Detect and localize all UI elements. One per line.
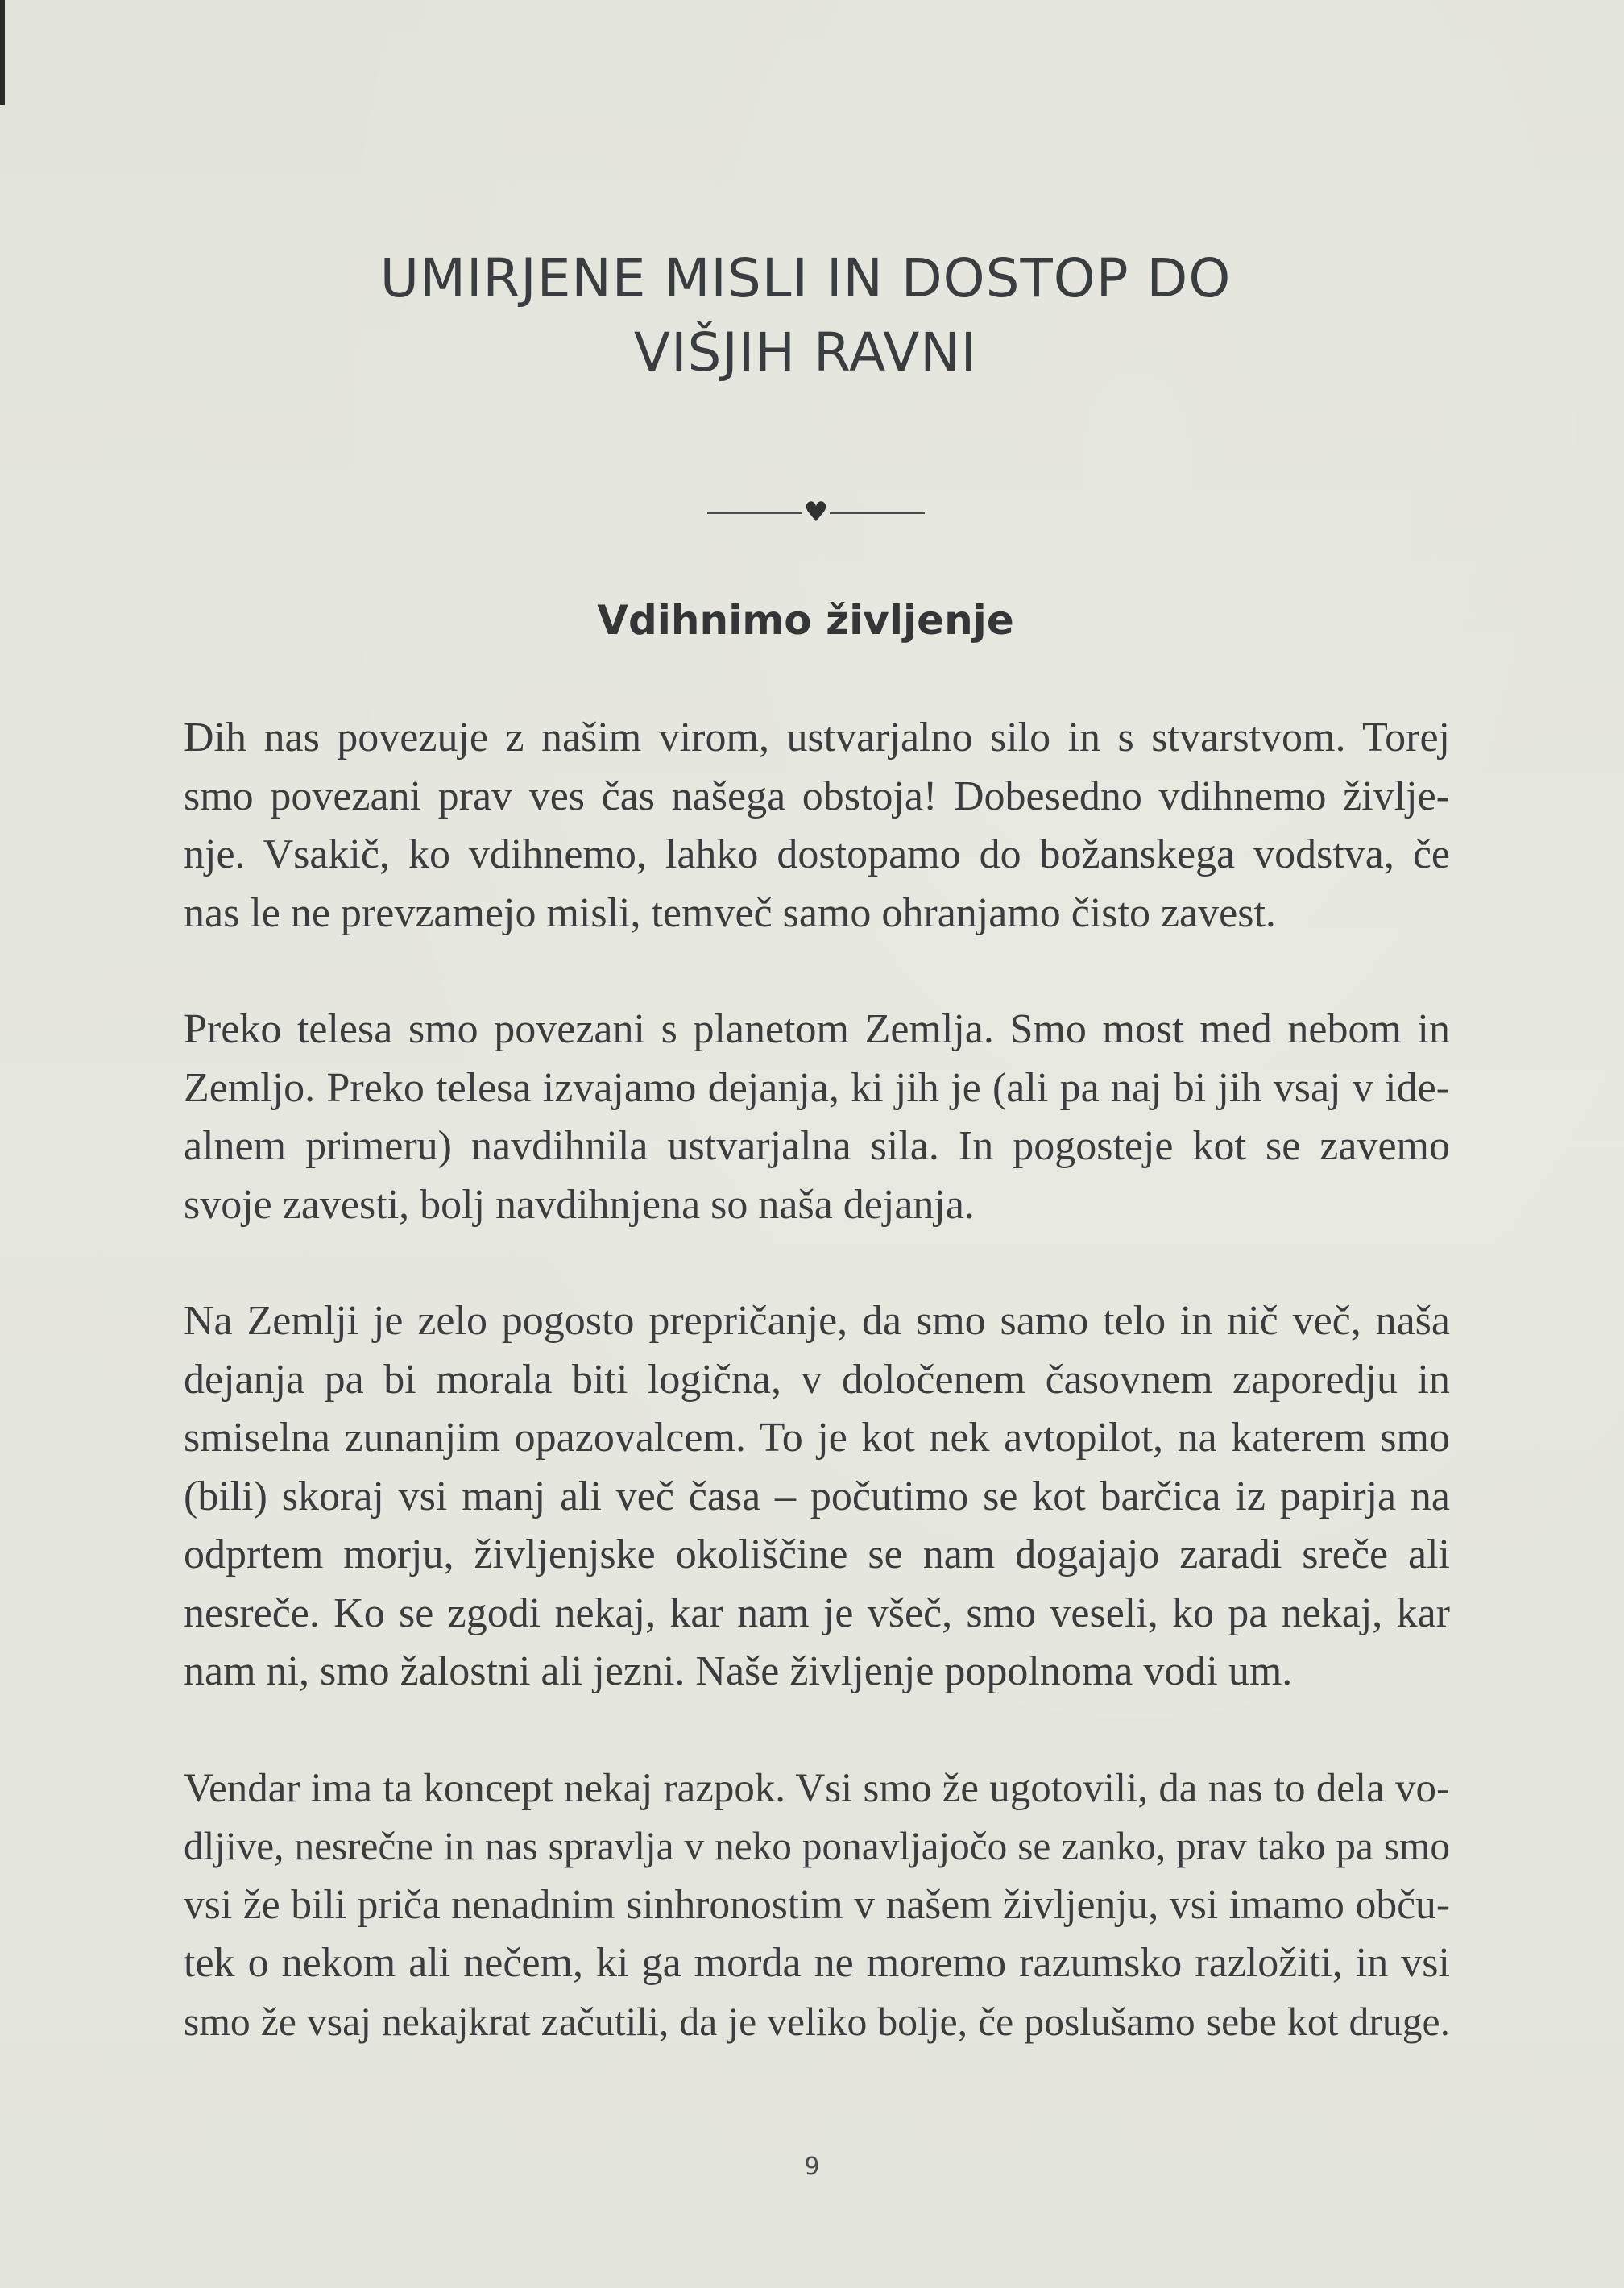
ornament-left-rule bbox=[707, 512, 802, 514]
chapter-title-line-2: VIŠJIH RAVNI bbox=[633, 321, 978, 383]
page-edge-shadow bbox=[0, 0, 5, 105]
text-line: Na Zemlji je zelo pogosto prepričanje, da smo samo telo in nič več, naša bbox=[184, 1298, 1450, 1344]
text-line: dljive, nesrečne in nas spravlja v neko ponavljajočo se zanko, prav tako pa smo bbox=[184, 1824, 1450, 1868]
paragraph-4 bbox=[184, 1760, 1450, 2052]
text-line: Dih nas povezuje z našim virom, ustvarjalno silo in s stvarstvom. Torej bbox=[184, 715, 1450, 761]
ornament-right-rule bbox=[830, 512, 925, 514]
text-line: nam ni, smo žalostni ali jezni. Naše življenje popolnoma vodi um. bbox=[184, 1648, 1293, 1694]
text-line: nas le ne prevzamejo misli, temveč samo ohranjamo čisto zavest. bbox=[184, 889, 1276, 936]
text-line: odprtem morju, življenjske okoliščine se nam dogajajo zaradi sreče ali bbox=[184, 1532, 1450, 1577]
text-line: smo povezani prav ves čas našega obstoja! Dobesedno vdihnemo življe- bbox=[184, 773, 1450, 819]
text-line: nesreče. Ko se zgodi nekaj, kar nam je všeč, smo veseli, ko pa nekaj, kar bbox=[184, 1590, 1450, 1636]
paragraph-2 bbox=[184, 1001, 1450, 1234]
paragraph-3 bbox=[184, 1292, 1450, 1701]
text-line: Vendar ima ta koncept nekaj razpok. Vsi smo že ugotovili, da nas to dela vo- bbox=[184, 1765, 1450, 1811]
text-line: Zemljo. Preko telesa izvajamo dejanja, ki jih je (ali pa naj bi jih vsaj v ide- bbox=[184, 1064, 1450, 1111]
heart-icon: ♥ bbox=[803, 496, 829, 528]
body-text bbox=[184, 709, 1450, 2109]
paragraph-1 bbox=[184, 709, 1450, 943]
page-number: 9 bbox=[804, 2153, 820, 2181]
text-line: vsi že bili priča nenadnim sinhronostim v našem življenju, vsi imamo obču- bbox=[184, 1881, 1450, 1928]
text-line: smiselna zunanjim opazovalcem. To je kot nek avtopilot, na katerem smo bbox=[184, 1415, 1450, 1461]
text-line: nje. Vsakič, ko vdihnemo, lahko dostopamo do božanskega vodstva, če bbox=[184, 831, 1450, 877]
chapter-title-line-1: UMIRJENE MISLI IN DOSTOP DO bbox=[379, 247, 1232, 309]
section-heading: Vdihnimo življenje bbox=[597, 597, 1014, 644]
text-line: tek o nekom ali nečem, ki ga morda ne moremo razumsko razložiti, in vsi bbox=[184, 1940, 1450, 1986]
text-line: (bili) skoraj vsi manj ali več časa – počutimo se kot barčica iz papirja na bbox=[184, 1473, 1450, 1519]
text-line: dejanja pa bi morala biti logična, v določenem časovnem zaporedju in bbox=[184, 1356, 1450, 1403]
chapter-ornament bbox=[707, 496, 925, 528]
text-line: Preko telesa smo povezani s planetom Zemlja. Smo most med nebom in bbox=[184, 1006, 1450, 1052]
text-line: alnem primeru) navdihnila ustvarjalna sila. In pogosteje kot se zavemo bbox=[184, 1123, 1450, 1169]
text-line: svoje zavesti, bolj navdihnjena so naša dejanja. bbox=[184, 1181, 975, 1228]
text-line: smo že vsaj nekajkrat začutili, da je veliko bolje, če poslušamo sebe kot druge. bbox=[184, 1999, 1450, 2044]
chapter-title bbox=[242, 242, 1369, 390]
